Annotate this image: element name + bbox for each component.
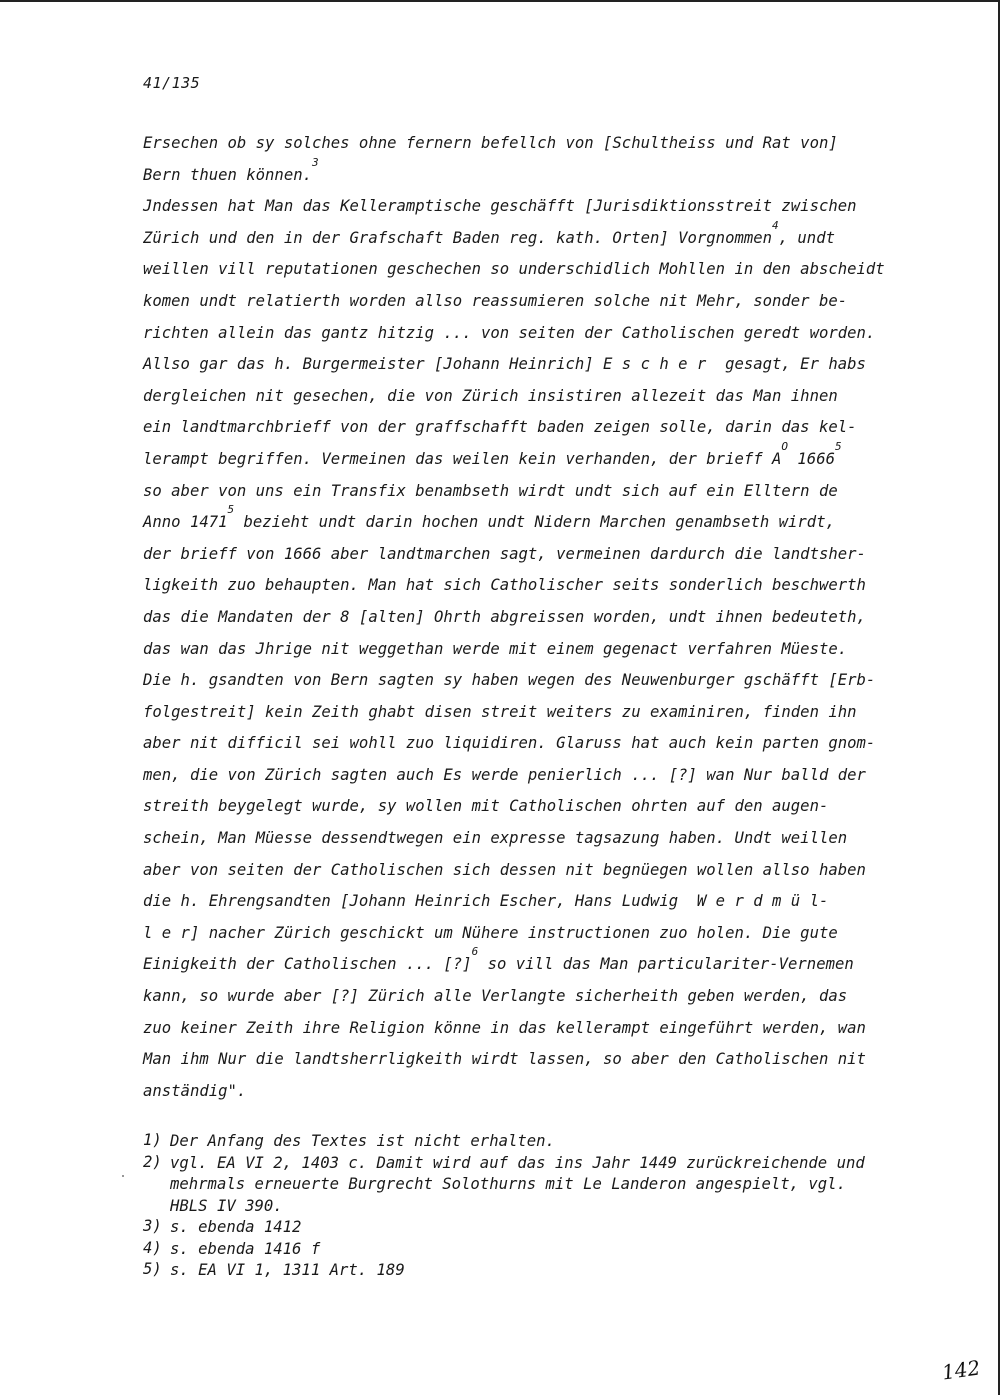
line-text: das wan das Jhrige nit weggethan werde mit einem gegenact verfahren Müeste. <box>143 639 848 658</box>
line-text: ein landtmarchbrieff von der graffschafft baden zeigen solle, darin das kel- <box>143 418 857 437</box>
line-text: weillen vill reputationen geschechen so underschidlich Mohllen in den abscheidt <box>143 260 885 279</box>
text-line <box>143 381 943 413</box>
handwritten-page-stamp: 142 <box>940 1355 982 1385</box>
text-line <box>143 1044 943 1076</box>
text-line <box>143 634 943 666</box>
line-text: dergleichen nit gesechen, die von Zürich insistiren allezeit das Man ihnen <box>143 386 838 405</box>
text-line <box>143 476 943 508</box>
line-text-continued: so vill das Man particulariter-Vernemen <box>478 955 854 974</box>
text-line <box>143 760 943 792</box>
footnote-ref: 3 <box>312 155 319 169</box>
line-text: Die h. gsandten von Bern sagten sy haben wegen des Neuwenburger gschäfft [Erb- <box>143 671 876 690</box>
footnote-ref: 4 <box>772 218 779 232</box>
text-line <box>143 981 943 1013</box>
footnote <box>143 1239 943 1261</box>
line-text: der brieff von 1666 aber landtmarchen sagt, vermeinen dardurch die landtsher- <box>143 544 866 563</box>
footnote-text <box>170 1131 555 1153</box>
line-text: schein, Man Müesse dessendtwegen ein expresse tagsazung haben. Undt weillen <box>143 829 848 848</box>
text-line <box>143 886 943 918</box>
footnote-text <box>170 1217 301 1239</box>
text-line <box>143 155 943 192</box>
text-line <box>143 412 943 444</box>
page-number: 41/135 <box>143 74 201 92</box>
line-text: Einigkeith der Catholischen ... [?] <box>143 955 472 974</box>
text-line <box>143 128 943 160</box>
line-text: richten allein das gantz hitzig ... von seiten der Catholischen geredt worden. <box>143 323 876 342</box>
footnote-line: mehrmals erneuerte Burgrecht Solothurns mit Le Landeron angespielt, vgl. <box>170 1175 846 1193</box>
line-text: Allso gar das h. Burgermeister [Johann Heinrich] E s c h e r gesagt, Er habs <box>143 355 866 374</box>
line-text-continued: , undt <box>778 228 835 247</box>
line-text-continued: bezieht undt darin hochen undt Nidern Marchen genambseth wirdt, <box>234 513 835 532</box>
line-text: Anno 1471 <box>143 513 228 532</box>
scan-border-top <box>0 0 1000 2</box>
footnote-text <box>170 1260 405 1282</box>
text-line <box>143 439 943 476</box>
text-line <box>143 791 943 823</box>
footnote <box>143 1217 943 1239</box>
text-line <box>143 697 943 729</box>
line-text: so aber von uns ein Transfix benambseth wirdt undt sich auf ein Elltern de <box>143 481 838 500</box>
line-text: Bern thuen können. <box>143 165 312 184</box>
text-line <box>143 218 943 255</box>
footnote-marker: 3) <box>143 1217 162 1235</box>
line-text: ligkeith zuo behaupten. Man hat sich Catholischer seits sonderlich beschwerth <box>143 576 866 595</box>
footnote-ref: 5 <box>227 503 235 517</box>
line-text: streith beygelegt wurde, sy wollen mit Catholischen ohrten auf den augen- <box>143 797 829 816</box>
text-line <box>143 191 943 223</box>
footnote-line: s. EA VI 1, 1311 Art. 189 <box>170 1261 405 1279</box>
line-text: Man ihm Nur die landtsherrligkeith wirdt lassen, so aber den Catholischen nit <box>143 1050 866 1069</box>
footnote-text <box>170 1153 865 1218</box>
line-text: komen undt relatierth worden allso reassumieren solche nit Mehr, sonder be- <box>143 291 848 310</box>
footnote <box>143 1131 943 1153</box>
footnotes <box>143 1131 943 1282</box>
footnote <box>143 1153 943 1218</box>
text-line <box>143 1076 943 1108</box>
line-text: men, die von Zürich sagten auch Es werde penierlich ... [?] wan Nur balld der <box>143 765 866 784</box>
text-line <box>143 570 943 602</box>
line-text-continued: 1666 <box>788 449 835 468</box>
footnote-marker: 2) <box>143 1152 162 1171</box>
text-line <box>143 602 943 634</box>
footnote-marker: 1) <box>143 1131 162 1149</box>
text-line <box>143 349 943 381</box>
line-text: Ersechen ob sy solches ohne fernern befellch von [Schultheiss und Rat von] <box>143 134 838 152</box>
footnote-ref: 6 <box>471 945 479 959</box>
text-line <box>143 286 943 318</box>
scan-speck <box>122 1175 124 1177</box>
text-line <box>143 539 943 571</box>
line-text: zuo keiner Zeith ihre Religion könne in das kellerampt eingeführt werden, wan <box>143 1018 866 1037</box>
line-text: Zürich und den in der Grafschaft Baden reg. kath. Orten] Vorgnommen <box>143 228 773 247</box>
text-line <box>143 318 943 350</box>
line-text: aber von seiten der Catholischen sich dessen nit begnüegen wollen allso haben <box>143 860 866 879</box>
line-text: kann, so wurde aber [?] Zürich alle Verlangte sicherheith geben werden, das <box>143 987 848 1006</box>
footnote-line: Der Anfang des Textes ist nicht erhalten. <box>170 1132 555 1150</box>
text-line <box>143 945 943 981</box>
footnote-marker: 4) <box>143 1238 162 1257</box>
line-text: aber nit difficil sei wohll zuo liquidiren. Glaruss hat auch kein parten gnom- <box>143 734 876 753</box>
line-text: lerampt begriffen. Vermeinen das weilen kein verhanden, der brieff A <box>143 449 782 468</box>
line-text: anständig". <box>143 1081 247 1100</box>
footnote-ref: O <box>781 439 789 453</box>
line-text: l e r] nacher Zürich geschickt um Nühere instructionen zuo holen. Die gute <box>143 923 838 942</box>
footnote-text <box>170 1239 320 1261</box>
text-line <box>143 728 943 760</box>
text-line <box>143 254 943 286</box>
text-line <box>143 1013 943 1045</box>
text-line <box>143 823 943 855</box>
text-line <box>143 918 943 950</box>
footnote-line: s. ebenda 1416 f <box>170 1239 321 1258</box>
footnote-line: s. ebenda 1412 <box>170 1218 302 1236</box>
footnote <box>143 1260 943 1282</box>
line-text: Jndessen hat Man das Kelleramptische geschäfft [Jurisdiktionsstreit zwischen <box>143 197 857 216</box>
line-text: das die Mandaten der 8 [alten] Ohrth abgreissen worden, undt ihnen bedeuteth, <box>143 607 866 626</box>
line-text: die h. Ehrengsandten [Johann Heinrich Escher, Hans Ludwig W e r d m ü l- <box>143 892 829 911</box>
text-line <box>143 665 943 697</box>
footnote-line: HBLS IV 390. <box>170 1196 283 1215</box>
footnote-marker: 5) <box>143 1260 162 1278</box>
footnote-line: vgl. EA VI 2, 1403 c. Damit wird auf das ins Jahr 1449 zurückreichende und <box>170 1153 865 1172</box>
footnote-ref: 5 <box>834 439 842 453</box>
text-line <box>143 503 943 539</box>
line-text: folgestreit] kein Zeith ghabt disen streit weiters zu examiniren, finden ihn <box>143 702 857 721</box>
text-line <box>143 855 943 887</box>
body-text <box>143 128 943 1107</box>
